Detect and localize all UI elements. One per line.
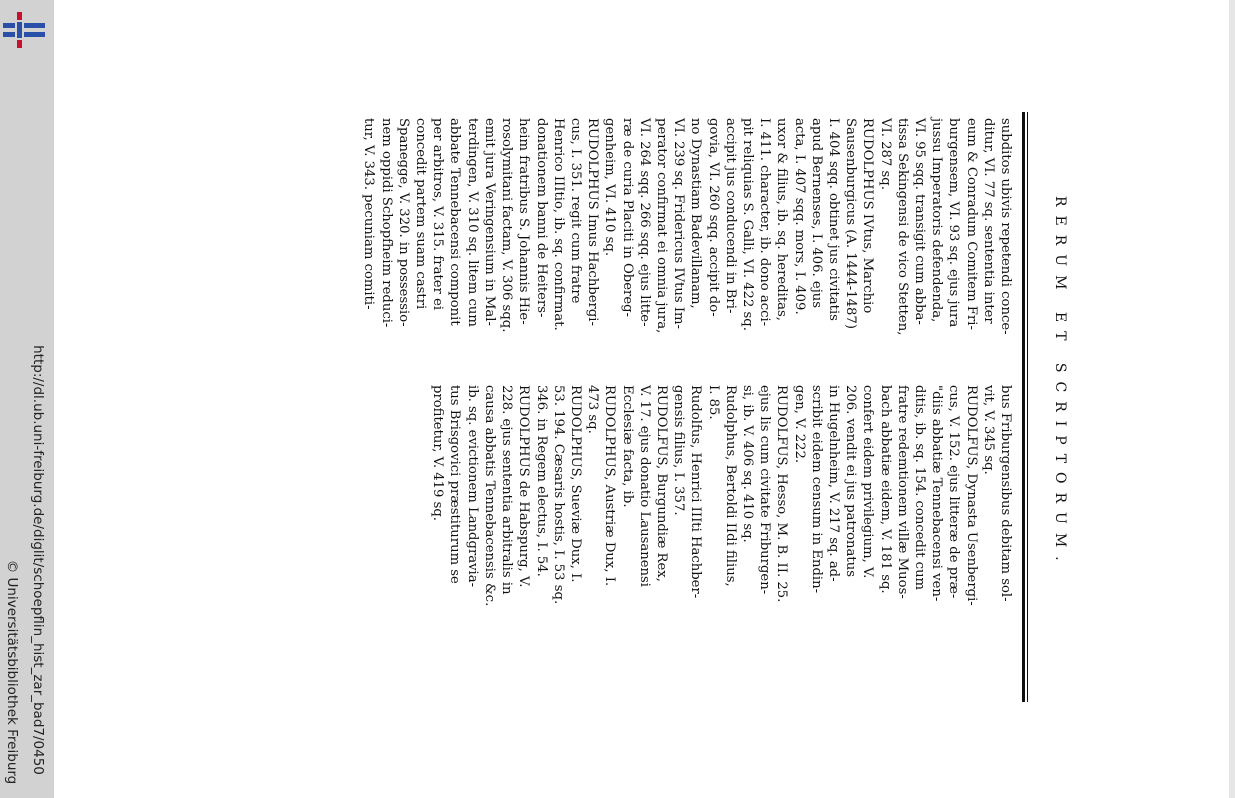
- index-line: RUDOLPHUS IVtus, Marchio: [860, 118, 876, 314]
- index-line: Rudolphus, Bertoldi IIdi filius,: [722, 385, 738, 587]
- index-line: perator confirmat ei omnia jura,: [653, 118, 669, 334]
- index-line: subditos ubivis repetendi conce-: [998, 118, 1013, 335]
- index-line: burgensem, VI. 93 sq. ejus jura: [946, 118, 962, 328]
- index-line: apud Bernenses, I. 406. ejus: [808, 118, 824, 309]
- index-line: 228. ejus sententia arbitralis in: [499, 385, 515, 595]
- index-line: ditur, VI. 77 sq. sententia inter: [980, 118, 996, 324]
- index-line: RUDOLPHUS, Austriæ Dux, I.: [602, 385, 618, 587]
- index-line: in Hugelnheim, V. 217 sq. ad-: [825, 385, 841, 582]
- index-line: 346. in Regem electus, I. 54.: [533, 385, 549, 577]
- index-line: tissa Sekingensi de vico Stetten,: [894, 118, 910, 336]
- index-line: ditis, ib. sq. 154. concedit cum: [911, 385, 927, 591]
- index-line: scribit eidem censum in Endin-: [808, 385, 824, 594]
- index-line: V. 17. ejus donatio Lausanensi: [636, 385, 652, 588]
- index-line: concedit partem suam castri: [413, 118, 429, 310]
- index-line: RUDOLFUS, Burgundiæ Rex,: [653, 385, 669, 582]
- index-line: 53. 194. Cæsaris hostis, I. 53 sq.: [550, 385, 566, 605]
- index-line: RUDOLPHUS, Sueviæ Dux, I.: [567, 385, 583, 583]
- header-rule-thin: [1027, 112, 1028, 702]
- index-line: genheim, VI. 410 sq.: [602, 118, 618, 257]
- index-line: heim fratribus S. Johannis Hie-: [516, 118, 532, 325]
- index-line: jussu Imperatoris defendenda,: [929, 118, 945, 323]
- index-line: ræ de curia Placiti in Obereg-: [619, 118, 635, 318]
- index-line: confert eidem privilegium, V.: [860, 385, 876, 579]
- index-line: rosolymitani factam, V. 306 sqq.: [499, 118, 515, 333]
- index-line: tur, V. 343. pecuniam comiti-: [361, 118, 377, 310]
- index-line: I. 404 sqq. obtinet jus civitatis: [825, 118, 841, 321]
- index-line: vit, V. 345 sq.: [980, 385, 996, 475]
- index-line: Henrico IIItio, ib. sq. confirmat.: [550, 118, 566, 331]
- index-line: gen, V. 222.: [791, 385, 807, 464]
- index-line: RUDOLFUS, Hesso, M. B. II. 25.: [774, 385, 790, 603]
- index-line: Sausenburgicus (A. 1444-1487): [843, 118, 859, 329]
- index-column-right: [429, 385, 1014, 635]
- index-line: 473 sq.: [585, 385, 601, 434]
- index-line: Ecclesiæ facta, ib.: [619, 385, 635, 508]
- index-line: per arbitros, V. 315. frater ei: [430, 118, 446, 311]
- index-line: si, ib. V. 406 sq. 410 sq.: [739, 385, 755, 543]
- index-line: ejus lis cum civitate Friburgen-: [757, 385, 773, 595]
- index-line: pit reliquias S. Galli, VI. 422 sq.: [739, 118, 755, 331]
- index-line: 206. vendit ei jus patronatus: [843, 385, 859, 577]
- index-line: RUDOLFUS, Dynasta Usenbergi-: [963, 385, 979, 606]
- index-line: no Dynastiam Badevillanam,: [688, 118, 704, 309]
- index-line: emit jura Veringensium in Mal-: [481, 118, 497, 326]
- index-line: bach abbatiæ eidem, V. 181 sq.: [877, 385, 893, 594]
- index-line: nem oppidi Schopfheim reduci-: [378, 118, 394, 328]
- index-line: cus, I. 351. regit cum fratre: [567, 118, 583, 304]
- index-line: Rudolfus, Henrici IIIti Hachber-: [688, 385, 704, 599]
- index-line: VI. 239 sq. Fridericus IVtus Im-: [671, 118, 687, 330]
- index-line: causa abbatis Tennebacensis &c.: [481, 385, 497, 607]
- index-line: eum & Conradum Comitem Fri-: [963, 118, 979, 330]
- index-line: Spanegge, V. 320. in possessio-: [395, 118, 411, 327]
- index-line: VI. 264 sqq. 266 sqq. ejus litte-: [636, 118, 652, 327]
- copyright-notice: © Universitätsbibliothek Freiburg: [4, 559, 20, 785]
- index-line: RUDOLPHUS de Habspurg, V.: [516, 385, 532, 588]
- header-rule: [1022, 112, 1025, 702]
- index-line: ib. sq. evictionem Landgravia-: [464, 385, 480, 588]
- index-line: fratre redemtionem villæ Muos-: [894, 385, 910, 599]
- index-line: donationem banni de Heiters-: [533, 118, 549, 318]
- document-url[interactable]: http://dl.ub.uni-freiburg.de/diglit/schoepflin_hist_zar_bad7/0450: [30, 345, 46, 775]
- index-column-left: [360, 118, 1014, 368]
- index-line: gensis filius, I. 357.: [671, 385, 687, 516]
- index-line: profitetur, V. 419 sq.: [430, 385, 446, 521]
- index-line: "diis abbatiæ Tennebacensi ven-: [929, 385, 945, 602]
- index-line: terdingen, V. 310 sq. litem cum: [464, 118, 480, 327]
- index-line: bus Friburgensibus debitam sol-: [998, 385, 1013, 602]
- index-line: govia, VI. 260 sqq. accipit do-: [705, 118, 721, 317]
- index-line: tus Brisgovici præstiturum se: [447, 385, 463, 584]
- index-line: acta, I. 407 sqq. mors, I. 409.: [791, 118, 807, 315]
- index-line: abbate Tennebacensi componit: [447, 118, 463, 326]
- index-line: cus, V. 152. ejus litteræ de præ-: [946, 385, 962, 599]
- index-line: I. 411. character, ib. dono acci-: [757, 118, 773, 327]
- index-line: RUDOLPHUS Imus Hachbergi-: [585, 118, 601, 326]
- page-header: RERUM ET SCRIPTORUM.: [1052, 196, 1068, 570]
- library-logo-icon: [3, 10, 45, 50]
- viewer-sidebar: [0, 0, 54, 798]
- index-line: I. 85.: [705, 385, 721, 420]
- index-line: accipit jus conducendi in Bri-: [722, 118, 738, 314]
- index-line: uxor & filius, ib. sq. hereditas,: [774, 118, 790, 321]
- index-line: VI. 95 sqq. transigit cum abba-: [911, 118, 927, 325]
- index-line: VI. 287 sq.: [877, 118, 893, 190]
- scrollbar-track[interactable]: [1229, 0, 1235, 798]
